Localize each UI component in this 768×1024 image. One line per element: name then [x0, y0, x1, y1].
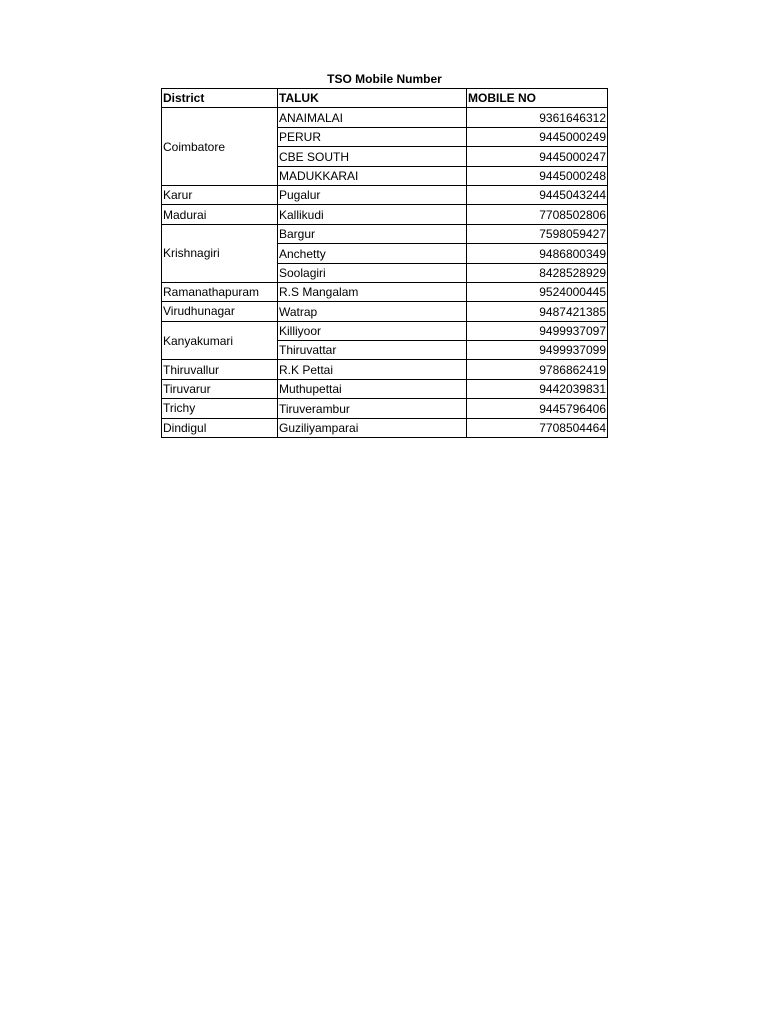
table-row: [162, 205, 608, 224]
taluk-cell: Muthupettai: [278, 379, 467, 398]
table-title: TSO Mobile Number: [327, 72, 442, 86]
district-cell: Virudhunagar: [162, 302, 278, 321]
taluk-cell: ANAIMALAI: [278, 108, 467, 127]
taluk-cell: MADUKKARAI: [278, 166, 467, 185]
taluk-cell: Soolagiri: [278, 263, 467, 282]
table-row: [162, 302, 608, 321]
taluk-cell: Pugalur: [278, 185, 467, 204]
taluk-cell: R.K Pettai: [278, 360, 467, 379]
mobile-number-cell: 9445796406: [467, 399, 608, 418]
mobile-number-cell: 9486800349: [467, 244, 608, 263]
mobile-number-cell: 9499937099: [467, 341, 608, 360]
table-row: [162, 418, 608, 437]
table-row: [162, 379, 608, 398]
district-cell: Krishnagiri: [162, 224, 278, 282]
mobile-number-cell: 7708504464: [467, 418, 608, 437]
header-district: District: [162, 89, 278, 108]
district-cell: Trichy: [162, 399, 278, 418]
tso-mobile-table: [161, 88, 608, 438]
taluk-cell: Guziliyamparai: [278, 418, 467, 437]
taluk-cell: Anchetty: [278, 244, 467, 263]
taluk-cell: Tiruverambur: [278, 399, 467, 418]
taluk-cell: Thiruvattar: [278, 341, 467, 360]
district-cell: Madurai: [162, 205, 278, 224]
mobile-number-cell: 9487421385: [467, 302, 608, 321]
table-row: [162, 282, 608, 301]
taluk-cell: Kallikudi: [278, 205, 467, 224]
mobile-number-cell: 9524000445: [467, 282, 608, 301]
table-row: [162, 321, 608, 340]
district-cell: Ramanathapuram: [162, 282, 278, 301]
mobile-number-cell: 9445043244: [467, 185, 608, 204]
district-cell: Kanyakumari: [162, 321, 278, 360]
district-cell: Dindigul: [162, 418, 278, 437]
mobile-number-cell: 8428528929: [467, 263, 608, 282]
header-mobile: MOBILE NO: [467, 89, 608, 108]
district-cell: Karur: [162, 185, 278, 204]
mobile-number-cell: 9442039831: [467, 379, 608, 398]
mobile-number-cell: 9786862419: [467, 360, 608, 379]
mobile-number-cell: 7598059427: [467, 224, 608, 243]
taluk-cell: CBE SOUTH: [278, 147, 467, 166]
mobile-number-cell: 9445000249: [467, 127, 608, 146]
table-body: [162, 108, 608, 438]
mobile-number-cell: 9445000247: [467, 147, 608, 166]
table-row: [162, 360, 608, 379]
district-cell: Coimbatore: [162, 108, 278, 186]
header-taluk: TALUK: [278, 89, 467, 108]
mobile-number-cell: 7708502806: [467, 205, 608, 224]
table-row: [162, 108, 608, 127]
mobile-number-cell: 9499937097: [467, 321, 608, 340]
table-row: [162, 224, 608, 243]
mobile-number-cell: 9445000248: [467, 166, 608, 185]
mobile-number-cell: 9361646312: [467, 108, 608, 127]
header-row: [162, 89, 608, 108]
taluk-cell: PERUR: [278, 127, 467, 146]
table-row: [162, 185, 608, 204]
district-cell: Tiruvarur: [162, 379, 278, 398]
table-row: [162, 399, 608, 418]
taluk-cell: Bargur: [278, 224, 467, 243]
taluk-cell: Watrap: [278, 302, 467, 321]
spreadsheet-area: [161, 70, 608, 438]
taluk-cell: Killiyoor: [278, 321, 467, 340]
district-cell: Thiruvallur: [162, 360, 278, 379]
taluk-cell: R.S Mangalam: [278, 282, 467, 301]
